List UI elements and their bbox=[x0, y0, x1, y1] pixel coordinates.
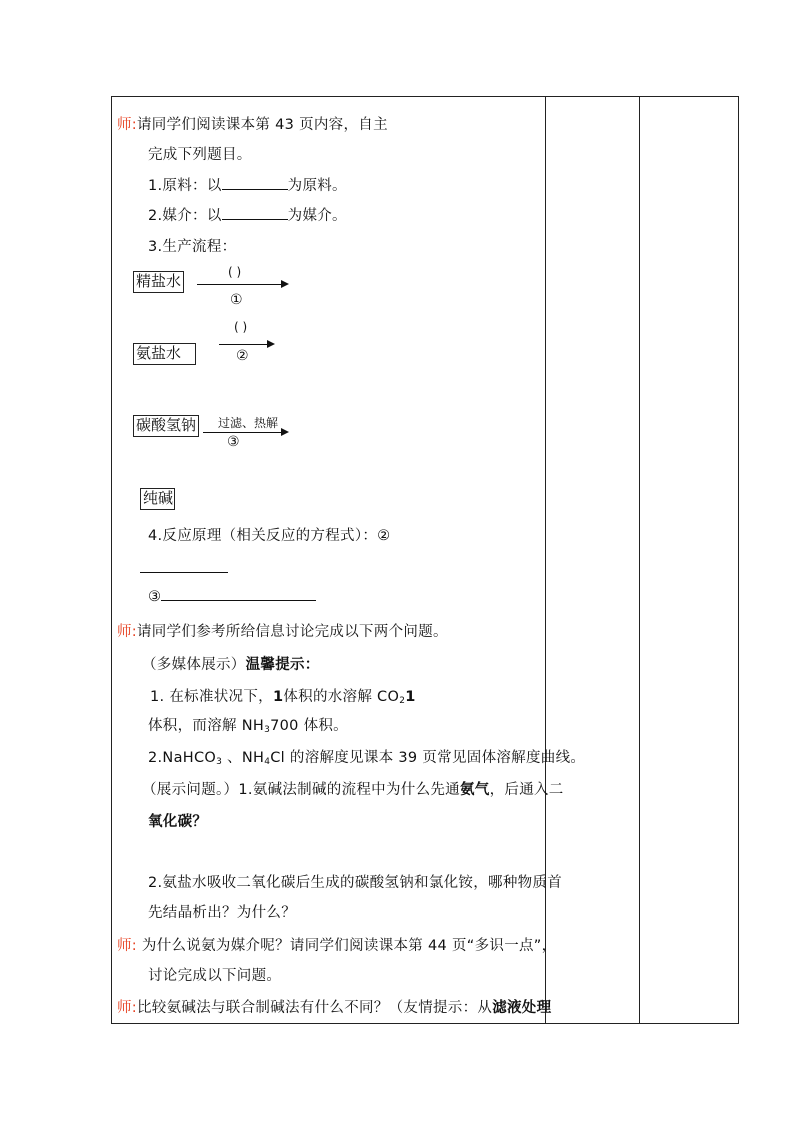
column-divider-2 bbox=[639, 97, 640, 1023]
teacher-label: 师: bbox=[117, 117, 137, 133]
medium-question-text: 为什么说氨为媒介呢？请同学们阅读课本第 44 页“多识一点”， bbox=[137, 938, 557, 954]
flow-box-soda-ash: 纯碱 bbox=[140, 488, 175, 510]
line-compare bbox=[117, 998, 551, 1018]
line-question-2-cont: 先结晶析出？为什么？ bbox=[148, 905, 296, 921]
reaction-blank-2[interactable] bbox=[140, 558, 228, 573]
tip-1-sub: 2 bbox=[399, 696, 406, 706]
flow-box-brine: 精盐水 bbox=[133, 271, 184, 293]
flow-arrow-3-label: 过滤、热解 bbox=[218, 416, 279, 430]
flow-box-sodium-bicarbonate: 碳酸氢钠 bbox=[133, 415, 199, 437]
line-question-1-cont: 氧化碳？ bbox=[148, 814, 208, 830]
flow-arrow-1 bbox=[197, 284, 287, 285]
tip-2-sub1: 3 bbox=[216, 757, 223, 767]
compare-text: 比较氨碱法与联合制碱法有什么不同？（友情提示：从 bbox=[137, 1000, 493, 1016]
line-1 bbox=[117, 115, 388, 135]
discussion-text: 请同学们参考所给信息讨论完成以下两个问题。 bbox=[137, 624, 448, 640]
line-tip-1-cont bbox=[148, 716, 348, 740]
flow-arrow-1-step: ① bbox=[230, 292, 243, 308]
flow-arrow-3-step: ③ bbox=[227, 434, 240, 450]
question-1-bold: 氨气 bbox=[459, 782, 490, 798]
line-tip-1 bbox=[150, 687, 416, 711]
line-process: 3.生产流程： bbox=[148, 239, 237, 255]
line-reaction: 4.反应原理（相关反应的方程式）：② bbox=[148, 528, 391, 544]
line-1-text: 请同学们阅读课本第 43 页内容，自主 bbox=[137, 117, 388, 133]
line-reaction-3 bbox=[148, 586, 316, 607]
line-question-2: 2.氨盐水吸收二氧化碳后生成的碳酸氢钠和氯化铵，哪种物质首 bbox=[148, 875, 563, 891]
raw-material-suffix: 为原料。 bbox=[287, 178, 347, 194]
flow-arrow-1-label: ( ) bbox=[228, 265, 242, 279]
flow-arrow-3 bbox=[203, 432, 287, 433]
tip-2-b: 、NH bbox=[222, 750, 265, 766]
line-medium bbox=[148, 205, 347, 226]
raw-material-prefix: 1.原料：以 bbox=[148, 178, 222, 194]
reaction-3-label: ③ bbox=[148, 589, 162, 605]
tip-2-c: Cl 的溶解度见课本 39 页常见固体溶解度曲线。 bbox=[270, 750, 586, 766]
line-tip-heading bbox=[142, 655, 320, 675]
tip-1-a: 1. 在标准状况下， bbox=[150, 689, 273, 705]
flow-box-ammonia-brine: 氨盐水 bbox=[133, 343, 196, 365]
line-discussion bbox=[117, 622, 448, 642]
medium-blank[interactable] bbox=[222, 205, 288, 220]
flow-arrow-2-label: ( ) bbox=[234, 320, 248, 334]
compare-bold: 滤液处理 bbox=[492, 1000, 552, 1016]
line-medium-question-cont: 讨论完成以下问题。 bbox=[148, 968, 282, 984]
tip-2-sub2: 4 bbox=[264, 757, 271, 767]
line-raw-material bbox=[148, 175, 347, 196]
tip-1-d: 1 bbox=[405, 689, 416, 705]
line-question-1 bbox=[142, 780, 564, 800]
tip-1-cont-sub: 3 bbox=[264, 725, 271, 735]
question-1-b: ，后通入二 bbox=[489, 782, 564, 798]
tip-1-cont-a: 体积，而溶解 NH bbox=[148, 718, 265, 734]
tip-1-b: 1 bbox=[272, 689, 284, 705]
teacher-label: 师: bbox=[117, 1000, 137, 1016]
tip-prefix: （多媒体展示） bbox=[142, 657, 246, 673]
flow-arrow-2-step: ② bbox=[236, 348, 249, 364]
line-2: 完成下列题目。 bbox=[148, 147, 252, 163]
medium-suffix: 为媒介。 bbox=[287, 208, 347, 224]
question-1-a: （展示问题。）1.氨碱法制碱的流程中为什么先通 bbox=[142, 782, 460, 798]
teacher-label: 师: bbox=[117, 624, 137, 640]
line-medium-question bbox=[117, 936, 556, 956]
medium-prefix: 2.媒介：以 bbox=[148, 208, 222, 224]
tip-heading: 温馨提示： bbox=[245, 657, 320, 673]
reaction-blank-3[interactable] bbox=[161, 586, 316, 601]
tip-1-cont-b: 700 体积。 bbox=[270, 718, 348, 734]
line-tip-2 bbox=[148, 748, 585, 772]
tip-2-a: 2.NaHCO bbox=[148, 750, 217, 766]
raw-material-blank[interactable] bbox=[222, 175, 288, 190]
teacher-label: 师: bbox=[117, 938, 137, 954]
tip-1-c: 体积的水溶解 CO bbox=[283, 689, 400, 705]
flow-arrow-2 bbox=[219, 344, 273, 345]
